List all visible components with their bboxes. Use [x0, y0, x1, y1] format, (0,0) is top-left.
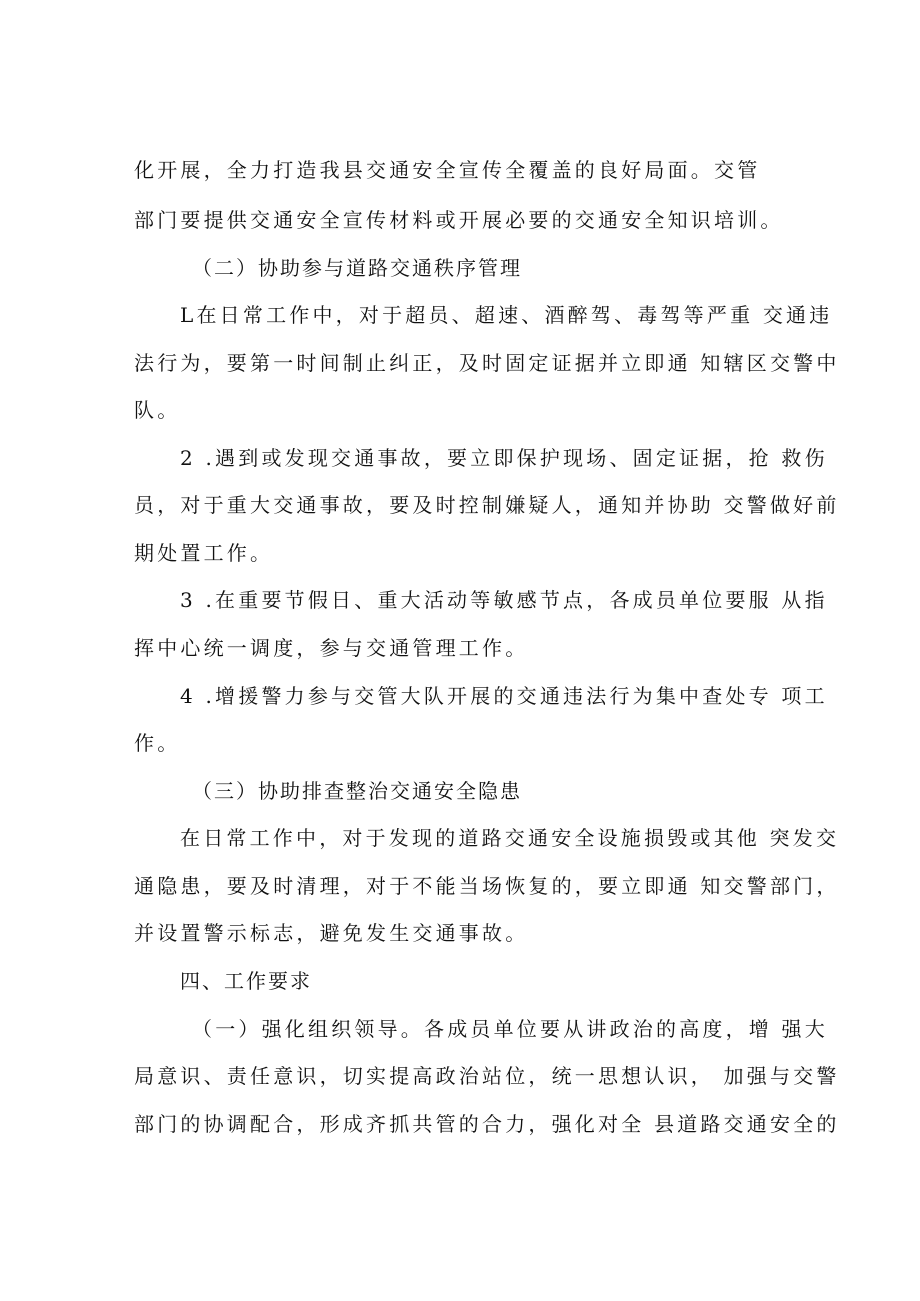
paragraph-line-4: L在日常工作中，对于超员、超速、酒醉驾、毒驾等严重 交通违 — [180, 303, 833, 327]
paragraph-line-7: 2 .遇到或发现交通事故，要立即保护现场、固定证据，抢 救伤 — [180, 446, 828, 470]
section-heading-3: （三）协助排查整治交通安全隐患 — [192, 779, 522, 803]
paragraph-line-13: 作。 — [134, 731, 181, 755]
paragraph-line-21: 部门的协调配合，形成齐抓共管的合力，强化对全 县道路交通安全的 — [134, 1112, 840, 1136]
paragraph-line-2: 部门要提供交通安全宣传材料或开展必要的交通安全知识培训。 — [134, 208, 784, 232]
paragraph-line-1: 化开展，全力打造我县交通安全宣传全覆盖的良好局面。交管 — [134, 158, 761, 182]
paragraph-line-12: 4 .增援警力参与交管大队开展的交通违法行为集中查处专 项工 — [180, 684, 828, 708]
paragraph-line-20: 局意识、责任意识，切实提高政治站位，统一思想认识， 加强与交警 — [134, 1064, 840, 1088]
paragraph-line-17: 并设置警示标志，避免发生交通事故。 — [134, 921, 529, 945]
paragraph-line-9: 期处置工作。 — [134, 541, 274, 565]
section-heading-2: （二）协助参与道路交通秩序管理 — [192, 256, 522, 280]
paragraph-line-16: 通隐患，要及时清理，对于不能当场恢复的，要立即通 知交警部门， — [134, 874, 840, 898]
paragraph-line-19: （一）强化组织领导。各成员单位要从讲政治的高度，增 强大 — [192, 1017, 828, 1041]
paragraph-line-10: 3 .在重要节假日、重大活动等敏感节点，各成员单位要服 从指 — [180, 588, 828, 612]
section-heading-4: 四、工作要求 — [180, 969, 312, 993]
paragraph-line-6: 队。 — [134, 398, 181, 422]
paragraph-line-8: 员，对于重大交通事故，要及时控制嫌疑人，通知并协助 交警做好前 — [134, 493, 840, 517]
paragraph-line-15: 在日常工作中，对于发现的道路交通安全设施损毁或其他 突发交 — [180, 826, 840, 850]
paragraph-line-11: 挥中心统一调度，参与交通管理工作。 — [134, 636, 529, 660]
paragraph-line-5: 法行为，要第一时间制止纠正，及时固定证据并立即通 知辖区交警中 — [134, 351, 840, 375]
